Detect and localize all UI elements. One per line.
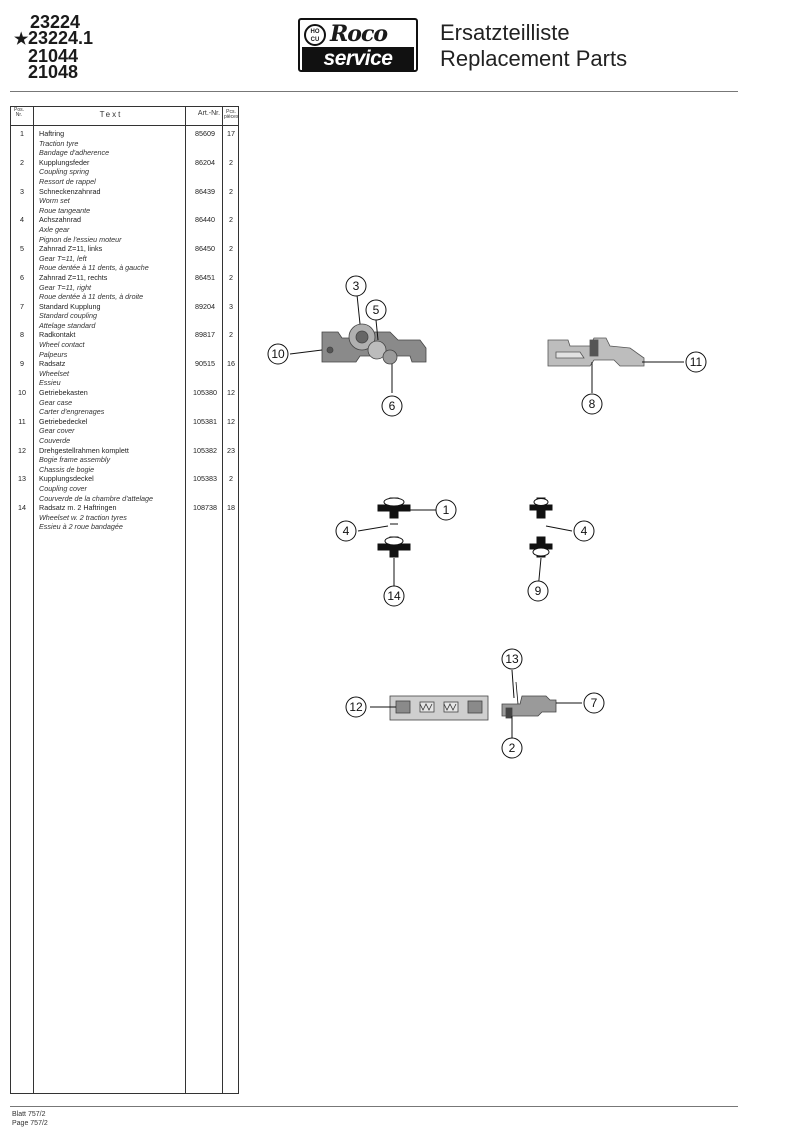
description-english: Coupling spring bbox=[39, 167, 89, 177]
callout-8 bbox=[582, 394, 602, 414]
row-pcs: 23 bbox=[227, 445, 235, 455]
sheet-number: Blatt 757/2 bbox=[12, 1111, 46, 1118]
row-description bbox=[39, 388, 184, 417]
coupling-drawing bbox=[502, 682, 556, 718]
row-art-nr: 86439 bbox=[195, 186, 215, 196]
table-row bbox=[11, 503, 238, 532]
row-art-nr: 105381 bbox=[193, 416, 217, 426]
row-pos: 2 bbox=[20, 157, 24, 167]
description-french: Ressort de rappel bbox=[39, 176, 96, 186]
page-title bbox=[440, 20, 627, 72]
description-english: Gear cover bbox=[39, 426, 75, 436]
row-pos: 7 bbox=[20, 301, 24, 311]
gear-case-drawing bbox=[322, 324, 426, 364]
row-pcs: 3 bbox=[229, 301, 233, 311]
row-description bbox=[39, 129, 184, 158]
parts-table bbox=[10, 106, 239, 1094]
description-english: Coupling cover bbox=[39, 483, 87, 493]
model-number: 21044 bbox=[28, 46, 79, 66]
table-row bbox=[11, 474, 238, 503]
callout-number: 13 bbox=[505, 652, 519, 666]
description-english: Wheel contact bbox=[39, 340, 85, 350]
description-german: Zahnrad Z=11, rechts bbox=[39, 272, 108, 282]
header-pos: Pos. Nr. bbox=[13, 107, 24, 118]
description-german: Achszahnrad bbox=[39, 215, 81, 225]
callout-number: 10 bbox=[271, 347, 285, 361]
page-number: Page 757/2 bbox=[12, 1120, 48, 1127]
model-number: 21048 bbox=[28, 62, 79, 82]
description-german: Radsatz m. 2 Haftringen bbox=[39, 503, 117, 513]
callout-7 bbox=[584, 693, 604, 713]
row-description bbox=[39, 446, 184, 475]
wheelset-right-drawing bbox=[530, 498, 552, 557]
callout-12 bbox=[346, 697, 366, 717]
row-pcs: 2 bbox=[229, 157, 233, 167]
header-art-nr: Art.-Nr. bbox=[197, 110, 221, 117]
callout-11 bbox=[686, 352, 706, 372]
description-german: Radsatz bbox=[39, 359, 66, 369]
row-art-nr: 86440 bbox=[195, 215, 215, 225]
description-german: Schneckenzahnrad bbox=[39, 186, 101, 196]
description-german: Kupplungsdeckel bbox=[39, 474, 94, 484]
footer bbox=[12, 1110, 48, 1128]
description-english: Gear T=11, left bbox=[39, 253, 87, 263]
description-german: Haftring bbox=[39, 129, 65, 138]
header-divider bbox=[10, 91, 738, 92]
description-french: Roue dentée à 11 dents, à gauche bbox=[39, 263, 149, 273]
row-description bbox=[39, 417, 184, 446]
callout-number: 2 bbox=[508, 741, 516, 755]
table-row bbox=[11, 187, 238, 216]
table-row bbox=[11, 273, 238, 302]
description-german: Getriebekasten bbox=[39, 388, 88, 398]
callout-number: 14 bbox=[387, 589, 401, 603]
row-art-nr: 86450 bbox=[195, 244, 215, 254]
callout-2 bbox=[502, 738, 522, 758]
description-english: Standard coupling bbox=[39, 311, 97, 321]
row-art-nr: 86204 bbox=[195, 157, 215, 167]
header-pcs: Pcs. pièces bbox=[224, 109, 239, 120]
row-pcs: 17 bbox=[227, 129, 235, 138]
description-french: Carter d'engrenages bbox=[39, 407, 105, 417]
description-english: Gear case bbox=[39, 397, 73, 407]
callout-number: 7 bbox=[590, 696, 598, 710]
description-french: Chassis de bogie bbox=[39, 464, 95, 474]
logo-service: service bbox=[302, 47, 414, 70]
table-row bbox=[11, 158, 238, 187]
logo-badge: HO CU bbox=[304, 24, 326, 46]
table-row bbox=[11, 417, 238, 446]
row-pos: 3 bbox=[20, 186, 24, 196]
row-pos: 12 bbox=[18, 445, 26, 455]
description-german: Zahnrad Z=11, links bbox=[39, 244, 103, 254]
callout-number: 4 bbox=[342, 524, 350, 538]
row-description bbox=[39, 474, 184, 503]
row-pcs: 2 bbox=[229, 474, 233, 484]
description-english: Traction tyre bbox=[39, 138, 79, 148]
callout-number: 9 bbox=[534, 584, 542, 598]
parts-drawing bbox=[250, 100, 790, 1100]
row-pcs: 2 bbox=[229, 330, 233, 340]
description-german: Drehgestellrahmen komplett bbox=[39, 445, 129, 455]
row-pcs: 12 bbox=[227, 416, 235, 426]
table-row bbox=[11, 244, 238, 273]
row-art-nr: 105380 bbox=[193, 388, 217, 398]
callout-4 bbox=[336, 521, 356, 541]
row-art-nr: 85609 bbox=[195, 129, 215, 138]
description-german: Radkontakt bbox=[39, 330, 76, 340]
row-pos: 4 bbox=[20, 215, 24, 225]
row-description bbox=[39, 215, 184, 244]
description-english: Gear T=11, right bbox=[39, 282, 91, 292]
callout-5 bbox=[366, 300, 386, 320]
table-row bbox=[11, 446, 238, 475]
row-art-nr: 105383 bbox=[193, 474, 217, 484]
row-art-nr: 105382 bbox=[193, 445, 217, 455]
table-row bbox=[11, 215, 238, 244]
row-pcs: 18 bbox=[227, 503, 235, 513]
row-description bbox=[39, 187, 184, 216]
callout-9 bbox=[528, 581, 548, 601]
description-german: Standard Kupplung bbox=[39, 301, 101, 311]
description-french: Couverde bbox=[39, 436, 71, 445]
callout-number: 4 bbox=[580, 524, 588, 538]
gear-cover-drawing bbox=[548, 338, 644, 366]
callout-1 bbox=[436, 500, 456, 520]
row-pos: 5 bbox=[20, 244, 24, 254]
description-french: Essieu à 2 roue bandagée bbox=[39, 522, 123, 532]
model-number: 23224 bbox=[30, 12, 81, 32]
callout-number: 5 bbox=[372, 303, 380, 317]
row-pos: 13 bbox=[18, 474, 26, 484]
callout-number: 6 bbox=[388, 399, 396, 413]
description-french: Roue tangeante bbox=[39, 205, 91, 215]
callout-number: 3 bbox=[352, 279, 360, 293]
wheelset-left-drawing bbox=[378, 498, 410, 557]
row-description bbox=[39, 359, 184, 388]
bogie-frame-drawing bbox=[390, 696, 488, 720]
description-french: Attelage standard bbox=[39, 320, 96, 330]
callout-number: 8 bbox=[588, 397, 596, 411]
row-art-nr: 90515 bbox=[195, 359, 215, 369]
description-french: Courverde de la chambre d'attelage bbox=[39, 493, 154, 503]
description-french: Essieu bbox=[39, 378, 61, 388]
description-english: Axle gear bbox=[39, 224, 70, 234]
table-row bbox=[11, 330, 238, 359]
row-art-nr: 86451 bbox=[195, 272, 215, 282]
footer-divider bbox=[10, 1106, 738, 1107]
row-pcs: 2 bbox=[229, 272, 233, 282]
title-german: Ersatzteilliste bbox=[440, 20, 570, 45]
row-pos: 11 bbox=[18, 416, 26, 426]
description-english: Wheelset bbox=[39, 368, 69, 378]
description-english: Wheelset w. 2 traction tyres bbox=[39, 512, 127, 522]
row-description bbox=[39, 273, 184, 302]
row-pcs: 2 bbox=[229, 215, 233, 225]
row-art-nr: 108738 bbox=[193, 503, 217, 513]
description-french: Pignon de l'essieu moteur bbox=[39, 234, 122, 244]
table-row bbox=[11, 388, 238, 417]
callout-number: 12 bbox=[349, 700, 363, 714]
row-description bbox=[39, 244, 184, 273]
row-description bbox=[39, 158, 184, 187]
row-pos: 6 bbox=[20, 272, 24, 282]
row-art-nr: 89817 bbox=[195, 330, 215, 340]
table-row bbox=[11, 302, 238, 331]
callout-6 bbox=[382, 396, 402, 416]
description-french: Roue dentée à 11 dents, à droite bbox=[39, 292, 144, 302]
title-english: Replacement Parts bbox=[440, 46, 628, 71]
row-pos: 10 bbox=[18, 388, 26, 398]
description-english: Bogie frame assembly bbox=[39, 455, 111, 465]
row-description bbox=[39, 503, 184, 532]
table-header bbox=[11, 107, 238, 126]
table-row bbox=[11, 359, 238, 388]
callout-13 bbox=[502, 649, 522, 669]
row-pcs: 12 bbox=[227, 388, 235, 398]
description-german: Getriebedeckel bbox=[39, 416, 88, 426]
row-pcs: 2 bbox=[229, 186, 233, 196]
row-pcs: 2 bbox=[229, 244, 233, 254]
callout-3 bbox=[346, 276, 366, 296]
row-pos: 8 bbox=[20, 330, 24, 340]
description-french: Bandage d'adherence bbox=[39, 148, 110, 158]
row-art-nr: 89204 bbox=[195, 301, 215, 311]
model-number: 23224.1 bbox=[28, 28, 94, 48]
description-german: Kupplungsfeder bbox=[39, 157, 90, 167]
model-numbers bbox=[14, 14, 93, 80]
row-pos: 9 bbox=[20, 359, 24, 369]
callout-number: 1 bbox=[442, 503, 450, 517]
callout-14 bbox=[384, 586, 404, 606]
row-pos: 1 bbox=[20, 129, 24, 138]
description-english: Worm set bbox=[39, 196, 70, 206]
row-description bbox=[39, 302, 184, 331]
callout-10 bbox=[268, 344, 288, 364]
row-pos: 14 bbox=[18, 503, 26, 513]
callout-4 bbox=[574, 521, 594, 541]
table-row bbox=[11, 129, 238, 158]
star-icon: ★ bbox=[14, 31, 29, 48]
row-pcs: 16 bbox=[227, 359, 235, 369]
table-body bbox=[11, 129, 238, 532]
row-description bbox=[39, 330, 184, 359]
exploded-parts-diagram bbox=[250, 100, 790, 1100]
callout-number: 11 bbox=[689, 355, 703, 369]
header-text: Text bbox=[99, 110, 123, 119]
roco-service-logo bbox=[298, 18, 418, 72]
logo-roco: Roco bbox=[330, 21, 388, 47]
description-french: Palpeurs bbox=[39, 349, 68, 359]
